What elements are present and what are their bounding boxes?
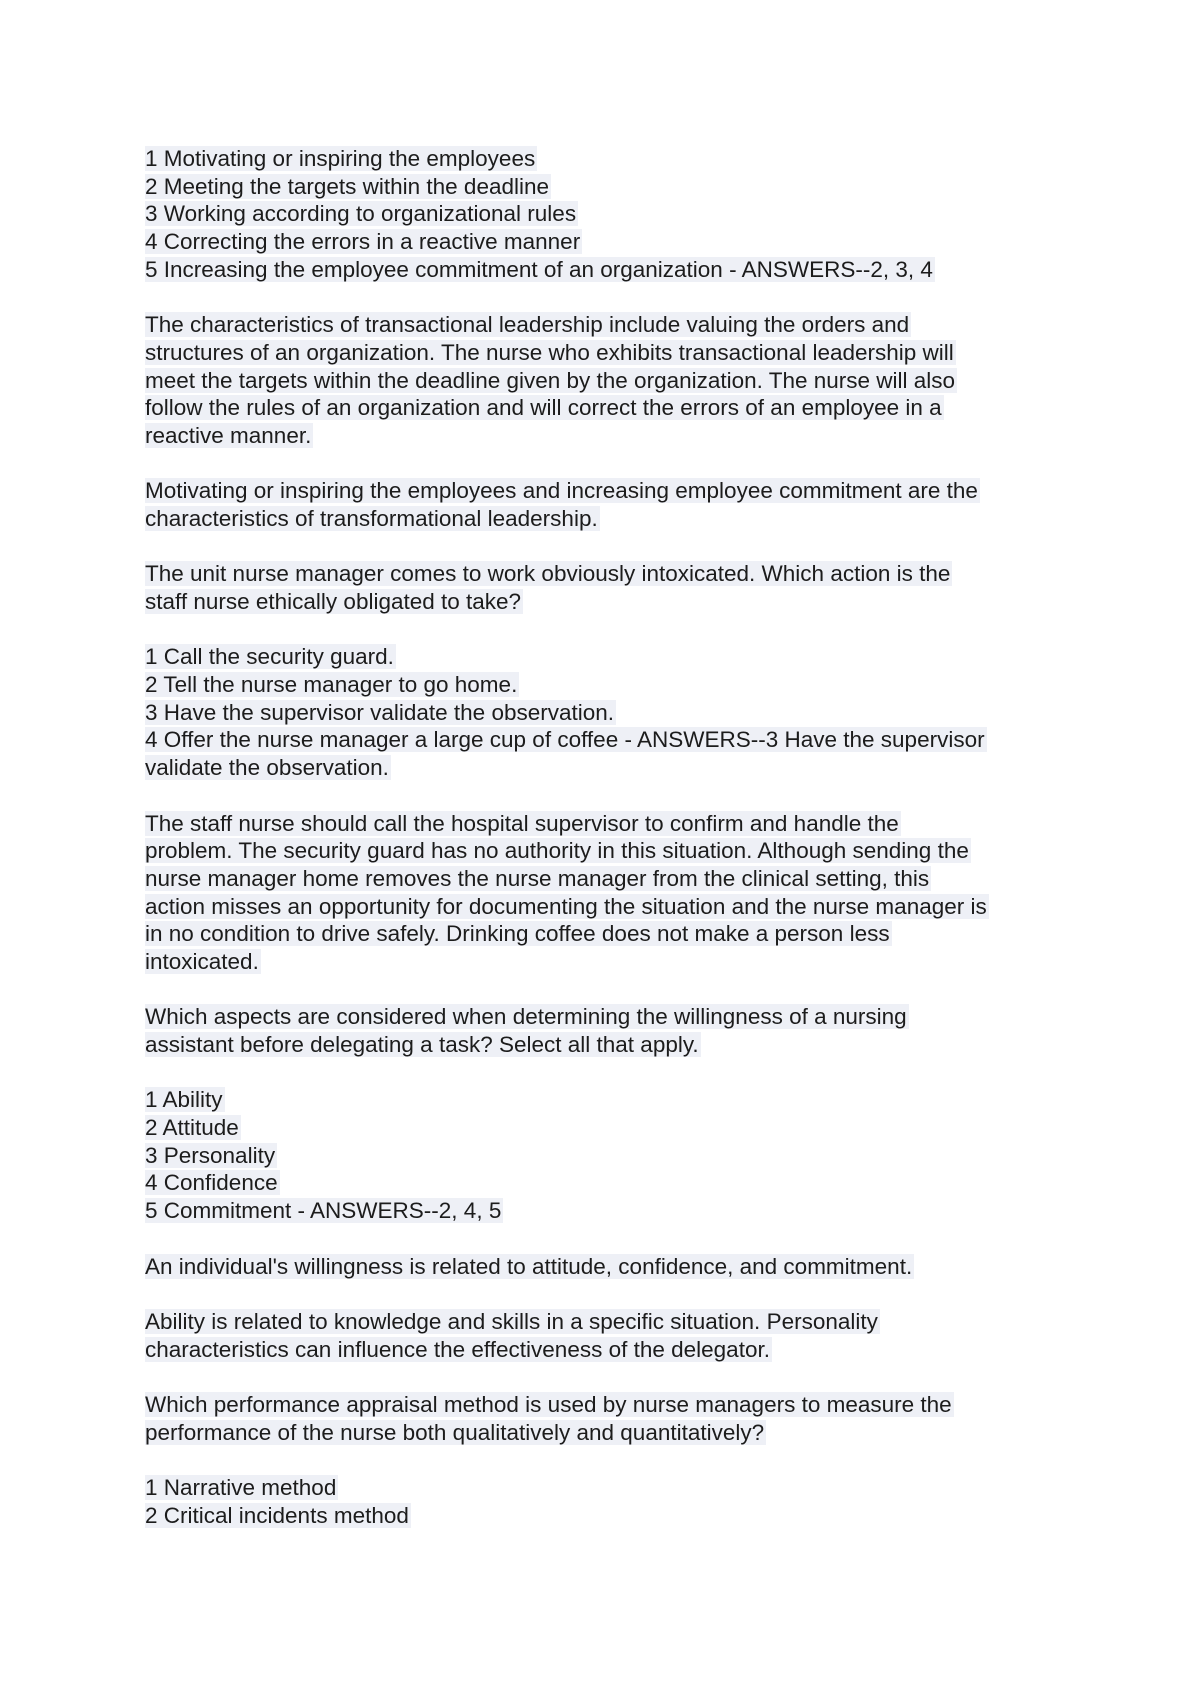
text-line [145,865,1065,893]
q4-options [145,1474,1065,1529]
q3-question [145,1003,1065,1058]
text-line [145,339,1065,367]
text-line-content: validate the observation. [145,755,389,781]
text-line [145,1114,1065,1142]
paragraph-gap [145,1059,1065,1087]
text-line [145,1474,1065,1502]
text-line-content: Ability is related to knowledge and skills in a specific situation. Personality [145,1308,878,1334]
text-line-content: 3 Working according to organizational rules [145,201,577,227]
text-line-content: An individual's willingness is related to attitude, confidence, and commitment. [145,1253,913,1279]
text-line-content: 4 Correcting the errors in a reactive manner [145,229,581,255]
text-line [145,810,1065,838]
text-line [145,671,1065,699]
text-line [145,1502,1065,1530]
q1-options [145,145,1065,283]
text-line [145,1142,1065,1170]
text-line-content: The staff nurse should call the hospital supervisor to confirm and handle the [145,810,899,836]
text-line-content: 1 Narrative method [145,1475,337,1500]
text-line-content: Motivating or inspiring the employees and increasing employee commitment are the [145,478,978,504]
text-line-content: 2 Critical incidents method [145,1502,409,1528]
text-line-content: 3 Personality [145,1142,276,1168]
document-body [145,145,1065,1529]
text-line [145,1391,1065,1419]
q3-rationale-1 [145,1253,1065,1281]
text-line [145,173,1065,201]
text-line-content: 1 Call the security guard. [145,644,394,670]
text-line [145,588,1065,616]
text-line-content: performance of the nurse both qualitatively and quantitatively? [145,1419,765,1445]
paragraph-gap [145,976,1065,1004]
paragraph-gap [145,782,1065,810]
text-line [145,256,1065,284]
text-line-content: in no condition to drive safely. Drinking coffee does not make a person less [145,921,890,947]
text-line-content: The characteristics of transactional leadership include valuing the orders and [145,312,910,338]
text-line-content: The unit nurse manager comes to work obviously intoxicated. Which action is the [145,561,951,587]
text-line [145,505,1065,533]
q3-rationale-2 [145,1308,1065,1363]
text-line-content: 2 Attitude [145,1115,239,1141]
text-line-content: characteristics can influence the effectiveness of the delegator. [145,1336,770,1362]
text-line [145,643,1065,671]
text-line-content: Which aspects are considered when determining the willingness of a nursing [145,1004,907,1030]
paragraph-gap [145,1363,1065,1391]
q3-options [145,1086,1065,1224]
text-line-content: 4 Confidence [145,1170,278,1196]
paragraph-gap [145,1225,1065,1253]
text-line [145,145,1065,173]
text-line [145,394,1065,422]
text-line [145,1003,1065,1031]
text-line-content: staff nurse ethically obligated to take? [145,589,522,614]
text-line [145,1336,1065,1364]
text-line [145,311,1065,339]
text-line-content: 2 Meeting the targets within the deadline [145,173,550,199]
text-line [145,893,1065,921]
text-line [145,477,1065,505]
text-line-content: 3 Have the supervisor validate the observation. [145,699,615,725]
text-line [145,1419,1065,1447]
text-line-content: 2 Tell the nurse manager to go home. [145,672,518,698]
text-line-content: nurse manager home removes the nurse manager from the clinical setting, this [145,865,930,891]
q2-rationale [145,810,1065,976]
text-line-content: Which performance appraisal method is used by nurse managers to measure the [145,1391,952,1417]
text-line-content: 5 Increasing the employee commitment of an organization - ANSWERS--2, 3, 4 [145,256,933,282]
q4-question [145,1391,1065,1446]
q1-rationale-2 [145,477,1065,532]
text-line [145,1197,1065,1225]
text-line [145,1031,1065,1059]
text-line [145,1169,1065,1197]
text-line-content: reactive manner. [145,422,312,448]
text-line [145,948,1065,976]
text-line [145,754,1065,782]
text-line-content: 5 Commitment - ANSWERS--2, 4, 5 [145,1198,502,1224]
paragraph-gap [145,450,1065,478]
text-line-content: 1 Ability [145,1087,223,1113]
paragraph-gap [145,1280,1065,1308]
text-line [145,699,1065,727]
text-line-content: 1 Motivating or inspiring the employees [145,146,536,171]
text-line [145,726,1065,754]
text-line-content: 4 Offer the nurse manager a large cup of coffee - ANSWERS--3 Have the supervisor [145,727,985,753]
paragraph-gap [145,616,1065,644]
text-line-content: follow the rules of an organization and will correct the errors of an employee in a [145,395,942,421]
q2-options [145,643,1065,781]
text-line-content: intoxicated. [145,948,259,974]
text-line [145,920,1065,948]
text-line [145,560,1065,588]
text-line [145,837,1065,865]
text-line-content: problem. The security guard has no authority in this situation. Although sending the [145,838,969,864]
text-line [145,1086,1065,1114]
text-line-content: structures of an organization. The nurse who exhibits transactional leadership will [145,339,954,365]
text-line [145,1308,1065,1336]
text-line-content: action misses an opportunity for documenting the situation and the nurse manager is [145,893,987,919]
paragraph-gap [145,533,1065,561]
text-line-content: characteristics of transformational leadership. [145,505,598,531]
paragraph-gap [145,283,1065,311]
q1-rationale-1 [145,311,1065,449]
text-line [145,200,1065,228]
text-line [145,228,1065,256]
text-line-content: assistant before delegating a task? Select all that apply. [145,1032,699,1057]
paragraph-gap [145,1446,1065,1474]
q2-question [145,560,1065,615]
text-line [145,422,1065,450]
text-line [145,1253,1065,1281]
text-line-content: meet the targets within the deadline given by the organization. The nurse will also [145,367,956,393]
text-line [145,367,1065,395]
